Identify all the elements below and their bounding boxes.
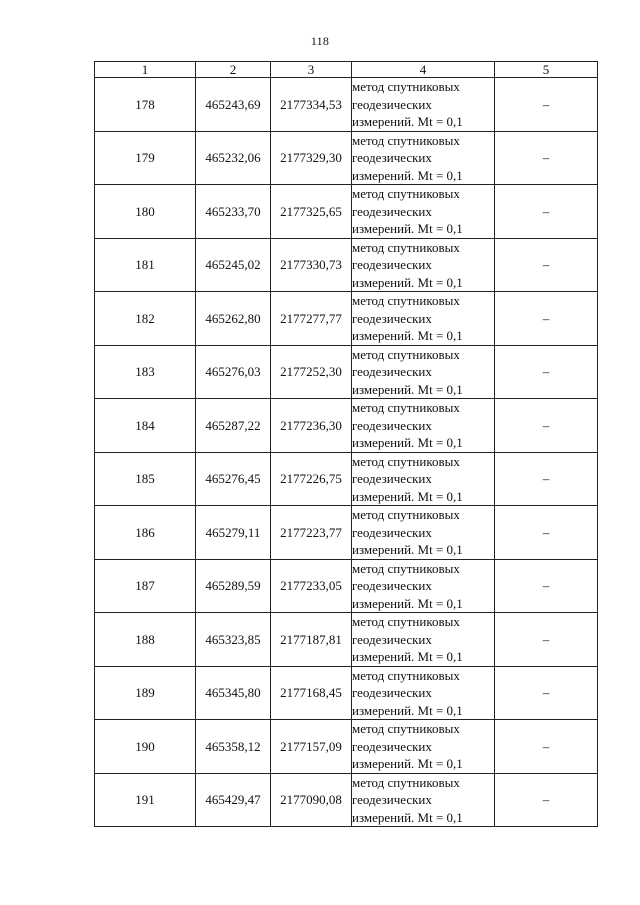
method-cell — [352, 292, 495, 346]
point-number-cell: 182 — [95, 292, 196, 346]
method-line: измерений. Mt = 0,1 — [352, 702, 463, 718]
table-row — [95, 292, 598, 346]
x-coordinate-cell: 465276,03 — [196, 345, 271, 399]
table-row — [95, 720, 598, 774]
method-line: метод спутниковых — [352, 346, 460, 362]
table-row — [95, 131, 598, 185]
method-line: метод спутниковых — [352, 132, 460, 148]
point-number-cell: 181 — [95, 238, 196, 292]
method-line: геодезических — [352, 257, 432, 272]
note-cell: – — [495, 452, 598, 506]
x-coordinate-cell: 465276,45 — [196, 452, 271, 506]
method-line: метод спутниковых — [352, 667, 460, 683]
method-line: геодезических — [352, 631, 432, 647]
x-coordinate-cell: 465232,06 — [196, 131, 271, 185]
page-number: 118 — [310, 34, 330, 48]
y-coordinate-cell: 2177226,75 — [271, 452, 352, 506]
point-number-cell: 184 — [95, 399, 196, 453]
x-coordinate-cell: 465429,47 — [196, 773, 271, 827]
method-line: измерений. Mt = 0,1 — [352, 809, 463, 825]
table-row — [95, 399, 598, 453]
table-row — [95, 238, 598, 292]
x-coordinate-cell: 465245,02 — [196, 238, 271, 292]
header-row — [95, 62, 598, 78]
method-line: геодезических — [352, 417, 432, 433]
y-coordinate-cell: 2177090,08 — [271, 773, 352, 827]
method-cell — [352, 78, 495, 132]
method-cell — [352, 238, 495, 292]
method-line: геодезических — [352, 203, 432, 219]
y-coordinate-cell: 2177233,05 — [271, 559, 352, 613]
point-number-cell: 178 — [95, 78, 196, 132]
y-coordinate-cell: 2177168,45 — [271, 666, 352, 720]
method-line: геодезических — [352, 738, 432, 754]
table-body — [95, 78, 598, 827]
method-line: геодезических — [352, 524, 432, 540]
table-row — [95, 345, 598, 399]
x-coordinate-cell: 465262,80 — [196, 292, 271, 346]
method-cell — [352, 131, 495, 185]
x-coordinate-cell: 465289,59 — [196, 559, 271, 613]
x-coordinate-cell: 465287,22 — [196, 399, 271, 453]
note-cell: – — [495, 345, 598, 399]
method-cell — [352, 613, 495, 667]
table-row — [95, 506, 598, 560]
method-line: метод спутниковых — [352, 293, 460, 308]
note-cell: – — [495, 773, 598, 827]
method-line: измерений. Mt = 0,1 — [352, 328, 463, 343]
method-line: метод спутниковых — [352, 79, 460, 94]
table-row — [95, 613, 598, 667]
method-line: измерений. Mt = 0,1 — [352, 167, 463, 183]
note-cell: – — [495, 78, 598, 132]
point-number-cell: 189 — [95, 666, 196, 720]
x-coordinate-cell: 465358,12 — [196, 720, 271, 774]
method-cell — [352, 773, 495, 827]
y-coordinate-cell: 2177330,73 — [271, 238, 352, 292]
x-coordinate-cell: 465233,70 — [196, 185, 271, 239]
method-cell — [352, 506, 495, 560]
method-cell — [352, 345, 495, 399]
method-line: геодезических — [352, 150, 432, 165]
method-line: метод спутниковых — [352, 400, 460, 415]
method-line: измерений. Mt = 0,1 — [352, 595, 463, 611]
x-coordinate-cell: 465243,69 — [196, 78, 271, 132]
point-number-cell: 187 — [95, 559, 196, 613]
method-line: метод спутниковых — [352, 507, 460, 522]
note-cell: – — [495, 292, 598, 346]
coordinates-table — [94, 61, 598, 827]
note-cell: – — [495, 613, 598, 667]
method-line: геодезических — [352, 792, 432, 807]
method-line: метод спутниковых — [352, 453, 460, 469]
y-coordinate-cell: 2177236,30 — [271, 399, 352, 453]
method-line: метод спутниковых — [352, 774, 460, 790]
point-number-cell: 180 — [95, 185, 196, 239]
method-line: измерений. Mt = 0,1 — [352, 649, 463, 664]
table-row — [95, 559, 598, 613]
note-cell: – — [495, 399, 598, 453]
point-number-cell: 191 — [95, 773, 196, 827]
method-line: геодезических — [352, 310, 432, 326]
method-line: измерений. Mt = 0,1 — [352, 114, 463, 129]
y-coordinate-cell: 2177187,81 — [271, 613, 352, 667]
method-line: метод спутниковых — [352, 186, 460, 201]
table-row — [95, 773, 598, 827]
y-coordinate-cell: 2177252,30 — [271, 345, 352, 399]
method-line: геодезических — [352, 685, 432, 700]
x-coordinate-cell: 465323,85 — [196, 613, 271, 667]
method-cell — [352, 185, 495, 239]
table-row — [95, 666, 598, 720]
point-number-cell: 179 — [95, 131, 196, 185]
method-line: метод спутниковых — [352, 721, 460, 736]
method-line: метод спутниковых — [352, 239, 460, 255]
method-line: геодезических — [352, 578, 432, 593]
method-line: метод спутниковых — [352, 614, 460, 629]
y-coordinate-cell: 2177334,53 — [271, 78, 352, 132]
point-number-cell: 190 — [95, 720, 196, 774]
method-line: измерений. Mt = 0,1 — [352, 542, 463, 557]
method-line: измерений. Mt = 0,1 — [352, 381, 463, 397]
method-line: измерений. Mt = 0,1 — [352, 221, 463, 236]
method-line: измерений. Mt = 0,1 — [352, 756, 463, 771]
point-number-cell: 183 — [95, 345, 196, 399]
point-number-cell: 188 — [95, 613, 196, 667]
method-line: измерений. Mt = 0,1 — [352, 274, 463, 290]
method-cell — [352, 559, 495, 613]
note-cell: – — [495, 720, 598, 774]
point-number-cell: 186 — [95, 506, 196, 560]
x-coordinate-cell: 465279,11 — [196, 506, 271, 560]
method-cell — [352, 720, 495, 774]
y-coordinate-cell: 2177277,77 — [271, 292, 352, 346]
table-row — [95, 78, 598, 132]
note-cell: – — [495, 506, 598, 560]
header-cell-2: 2 — [196, 62, 271, 78]
header-cell-1: 1 — [95, 62, 196, 78]
method-cell — [352, 452, 495, 506]
point-number-cell: 185 — [95, 452, 196, 506]
y-coordinate-cell: 2177157,09 — [271, 720, 352, 774]
method-line: метод спутниковых — [352, 560, 460, 576]
note-cell: – — [495, 131, 598, 185]
header-cell-3: 3 — [271, 62, 352, 78]
x-coordinate-cell: 465345,80 — [196, 666, 271, 720]
table-row — [95, 185, 598, 239]
note-cell: – — [495, 238, 598, 292]
method-line: измерений. Mt = 0,1 — [352, 488, 463, 504]
y-coordinate-cell: 2177325,65 — [271, 185, 352, 239]
header-cell-5: 5 — [495, 62, 598, 78]
method-line: измерений. Mt = 0,1 — [352, 435, 463, 450]
method-line: геодезических — [352, 364, 432, 379]
note-cell: – — [495, 185, 598, 239]
table-row — [95, 452, 598, 506]
method-line: геодезических — [352, 96, 432, 112]
note-cell: – — [495, 666, 598, 720]
header-cell-4: 4 — [352, 62, 495, 78]
y-coordinate-cell: 2177223,77 — [271, 506, 352, 560]
note-cell: – — [495, 559, 598, 613]
y-coordinate-cell: 2177329,30 — [271, 131, 352, 185]
method-cell — [352, 399, 495, 453]
method-line: геодезических — [352, 471, 432, 486]
method-cell — [352, 666, 495, 720]
